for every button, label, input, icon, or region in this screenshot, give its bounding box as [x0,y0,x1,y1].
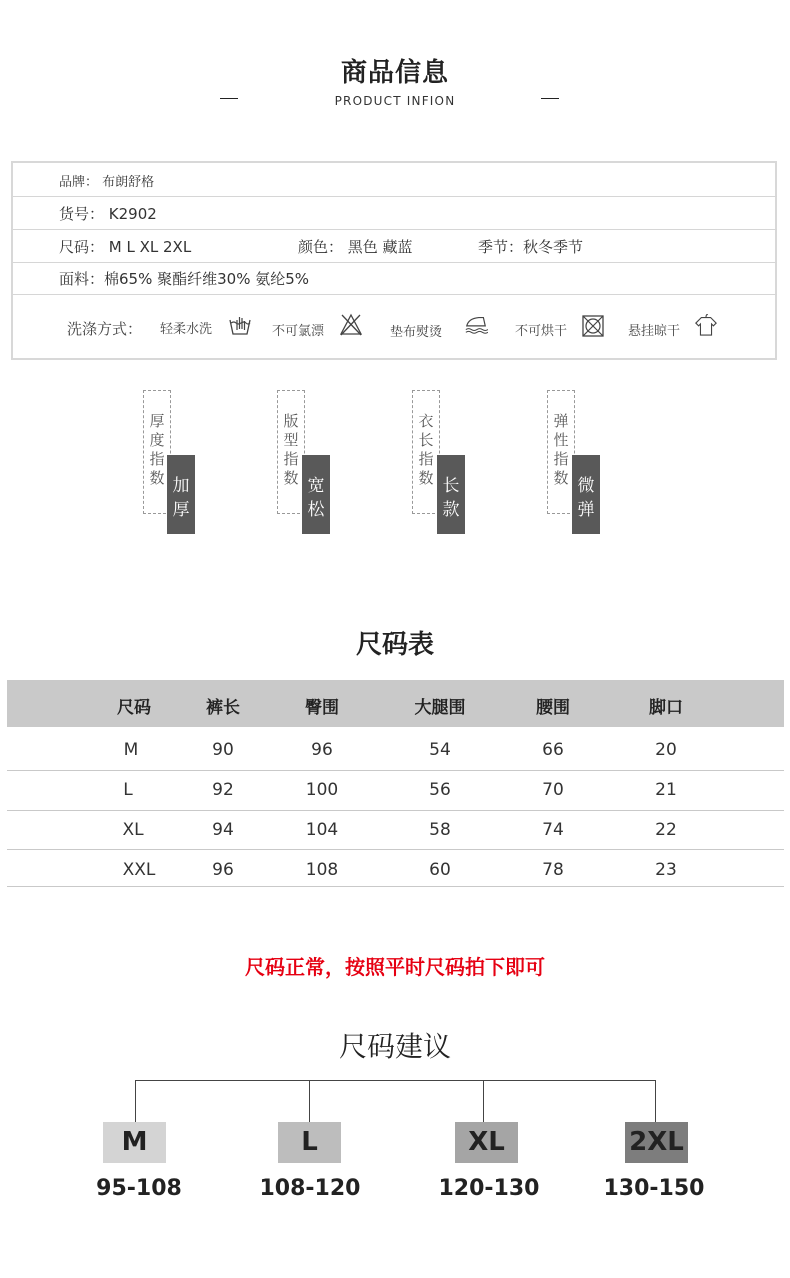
table-cell: 58 [429,820,451,840]
size-box-m: M [103,1122,166,1163]
index-value-elasticity: 微弹 [572,455,600,534]
table-row-divider [7,849,784,850]
index-label-thickness: 厚度指数 [149,412,165,487]
table-row-divider [7,886,784,887]
table-cell: 60 [429,860,451,880]
table-header-cell: 大腿围 [414,698,466,718]
section-subtitle: PRODUCT INFION [334,94,456,108]
connector-line [135,1080,656,1081]
weight-range-xl: 120-130 [438,1176,540,1201]
table-header-cell: 腰围 [536,698,570,718]
table-cell: 78 [542,860,564,880]
table-cell: 92 [212,780,234,800]
table-cell: L [123,780,133,800]
table-header-cell: 脚口 [649,698,683,718]
sizes-field: 尺码： M L XL 2XL [59,238,192,256]
index-label-fit: 版型指数 [283,412,299,487]
info-divider [13,262,777,263]
color-field: 颜色： 黑色 藏蓝 [298,238,413,256]
index-label-elasticity: 弹性指数 [553,412,569,487]
table-cell: 104 [305,820,339,840]
table-cell: 20 [655,740,677,760]
wash-item-label: 不可烘干 [515,324,568,339]
table-row-divider [7,810,784,811]
table-cell: 94 [212,820,234,840]
table-cell: 23 [655,860,677,880]
size-box-xl: XL [455,1122,518,1163]
table-header-cell: 尺码 [117,698,151,718]
no-bleach-icon [339,313,363,337]
info-divider [13,294,777,295]
table-cell: 56 [429,780,451,800]
section-title-product-info: 商品信息 [340,58,449,88]
connector-line [483,1080,484,1122]
table-cell: XXL [122,860,156,880]
connector-line [309,1080,310,1122]
iron-with-cloth-icon [464,312,488,336]
index-label-length: 衣长指数 [418,412,434,487]
table-cell: 96 [311,740,333,760]
wash-item-label: 垫布熨烫 [390,325,443,340]
table-header-cell: 臀围 [305,698,339,718]
table-cell: 54 [429,740,451,760]
table-header-cell: 裤长 [206,698,240,718]
hang-dry-icon [694,312,718,336]
table-cell: 90 [212,740,234,760]
size-recommendation-title: 尺码建议 [338,1030,451,1063]
brand-field: 品牌： 布朗舒格 [59,175,155,190]
table-cell: 70 [542,780,564,800]
size-note: 尺码正常，按照平时尺码拍下即可 [245,955,545,979]
fabric-field: 面料：棉65% 聚酯纤维30% 氨纶5% [59,270,310,288]
table-cell: 22 [655,820,677,840]
index-value-fit: 宽松 [302,455,330,534]
title-dash-right [541,98,559,99]
weight-range-m: 95-108 [96,1176,182,1201]
table-cell: 100 [305,780,339,800]
wash-item-label: 不可氯漂 [272,324,325,339]
season-field: 季节：秋冬季节 [478,238,584,256]
weight-range-2xl: 130-150 [603,1176,705,1201]
info-divider [13,229,777,230]
wash-item-label: 轻柔水洗 [160,322,213,337]
size-table-title: 尺码表 [355,630,434,660]
index-value-length: 长款 [437,455,465,534]
info-divider [13,196,777,197]
weight-range-l: 108-120 [259,1176,361,1201]
index-value-thickness: 加厚 [167,455,195,534]
connector-line [135,1080,136,1122]
item-number-field: 货号： K2902 [59,205,157,223]
table-cell: 21 [655,780,677,800]
table-cell: XL [122,820,144,840]
hand-wash-icon [228,312,252,336]
table-cell: 66 [542,740,564,760]
size-box-l: L [278,1122,341,1163]
size-box-2xl: 2XL [625,1122,688,1163]
connector-line [655,1080,656,1122]
table-cell: 74 [542,820,564,840]
no-tumble-dry-icon [581,314,605,338]
table-cell: 108 [305,860,339,880]
table-cell: M [123,740,139,760]
wash-method-label: 洗涤方式： [67,320,143,338]
table-cell: 96 [212,860,234,880]
wash-item-label: 悬挂晾干 [628,324,681,339]
table-row-divider [7,770,784,771]
